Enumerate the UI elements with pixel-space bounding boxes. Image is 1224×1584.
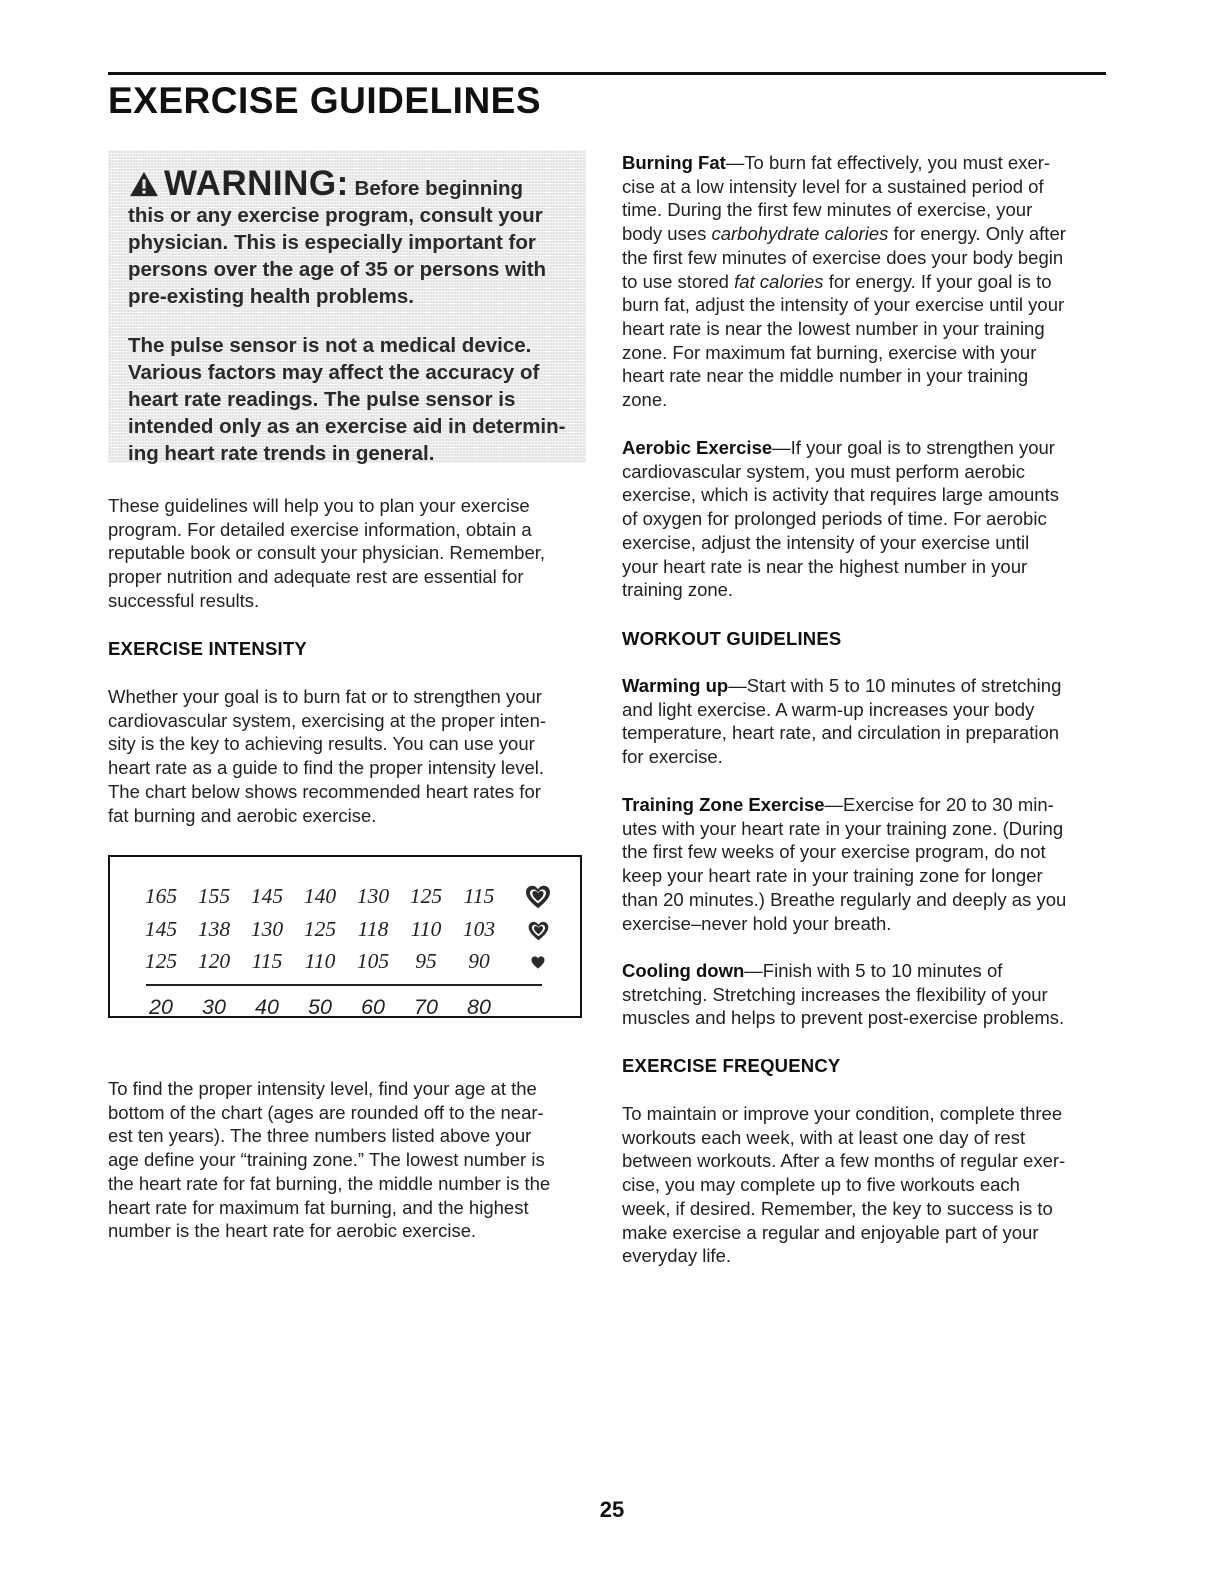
text-line: make exercise a regular and enjoyable part of your <box>622 1221 1039 1243</box>
warning-second-paragraph <box>128 332 566 467</box>
text-fragment: To burn fat effectively, you must exer- <box>744 152 1051 173</box>
em-dash: — <box>744 960 763 981</box>
warming-up-lead: Warming up <box>622 675 729 696</box>
warning-line: heart rate readings. The pulse sensor is <box>128 388 516 411</box>
warning-line: ing heart rate trends in general. <box>128 442 435 465</box>
text-fragment: Start with 5 to 10 minutes of stretching <box>746 675 1062 696</box>
training-zone-lead: Training Zone Exercise <box>622 794 825 815</box>
text-line: cardiovascular system, you must perform aerobic <box>622 460 1026 482</box>
heart-rate-value: 155 <box>197 884 231 908</box>
text-line: the heart rate for fat burning, the middle number is the <box>108 1172 551 1194</box>
heart-rate-value: 120 <box>197 949 231 973</box>
exercise-frequency-heading: EXERCISE FREQUENCY <box>622 1055 841 1076</box>
text-line: sity is the key to achieving results. You can use your <box>108 733 535 755</box>
heart-rate-value: 103 <box>462 917 496 941</box>
warning-heading: WARNING: <box>164 164 349 203</box>
cooling-down-lead: Cooling down <box>622 960 745 981</box>
text-line: Whether your goal is to burn fat or to strengthen your <box>108 686 542 707</box>
text-line: utes with your heart rate in your training zone. (During <box>622 817 1064 839</box>
text-line: fat burning and aerobic exercise. <box>108 804 377 826</box>
text-line: and light exercise. A warm-up increases your body <box>622 698 1035 720</box>
page-number: 25 <box>599 1497 625 1522</box>
em-dash: — <box>725 152 745 173</box>
text-line: week, if desired. Remember, the key to success is to <box>622 1197 1053 1219</box>
age-label: 30 <box>202 995 226 1019</box>
text-line: est ten years). The three numbers listed above your <box>108 1125 532 1147</box>
text-fragment: If your goal is to strengthen your <box>790 437 1055 458</box>
text-line <box>622 436 1106 460</box>
text-line: successful results. <box>108 589 260 611</box>
text-line: training zone. <box>622 579 734 601</box>
warning-line: intended only as an exercise aid in determin- <box>128 415 566 438</box>
heart-rate-value: 130 <box>250 917 284 941</box>
text-line: zone. <box>622 389 668 411</box>
age-label: 80 <box>467 995 491 1019</box>
text-line: heart rate as a guide to find the proper intensity level. <box>108 757 545 779</box>
emphasis-text: fat calories <box>734 270 824 292</box>
text-line: To find the proper intensity level, find your age at the <box>108 1078 537 1099</box>
age-label: 50 <box>308 995 332 1019</box>
text-line: cardiovascular system, exercising at the proper inten- <box>108 709 547 731</box>
text-line: keep your heart rate in your training zone for longer <box>622 865 1043 887</box>
heart-rate-value: 125 <box>303 917 337 941</box>
text-line: bottom of the chart (ages are rounded off to the near- <box>108 1101 544 1123</box>
cooling-down-paragraph <box>622 959 1106 1030</box>
warning-first-paragraph <box>128 164 566 310</box>
text-fragment: for energy. If your goal is to <box>823 270 1052 292</box>
emphasis-text: carbohydrate calories <box>711 223 889 245</box>
text-fragment: Finish with 5 to 10 minutes of <box>762 960 1003 981</box>
large-heart-icon <box>525 885 551 909</box>
heart-rate-value: 145 <box>144 917 178 941</box>
warning-line: Before beginning <box>354 177 524 200</box>
text-line: than 20 minutes.) Breathe regularly and deeply as you <box>622 888 1067 910</box>
text-line: exercise–never hold your breath. <box>622 912 892 934</box>
text-line <box>622 270 1106 294</box>
warning-line: Various factors may affect the accuracy of <box>128 361 540 384</box>
text-line: everyday life. <box>622 1245 731 1267</box>
em-dash: — <box>728 675 747 696</box>
warning-line: pre-existing health problems. <box>128 285 414 308</box>
text-fragment: for energy. Only after <box>888 223 1066 245</box>
text-line: temperature, heart rate, and circulation in preparation <box>622 722 1060 744</box>
text-line: To maintain or improve your condition, complete three <box>622 1103 1063 1124</box>
text-line: exercise, adjust the intensity of your exercise until <box>622 531 1030 553</box>
heart-rate-value: 165 <box>144 884 178 908</box>
text-line: exercise, which is activity that requires large amounts <box>622 484 1059 506</box>
heart-rate-value: 145 <box>250 884 284 908</box>
text-fragment: to use stored <box>622 270 735 292</box>
warning-triangle-icon <box>128 171 160 197</box>
text-fragment: body uses <box>622 223 712 245</box>
warming-up-paragraph <box>622 674 1106 769</box>
heart-rate-value: 130 <box>356 884 390 908</box>
warning-line: The pulse sensor is not a medical device. <box>128 334 532 357</box>
text-line: age define your “training zone.” The lowest number is <box>108 1149 545 1171</box>
text-line: the first few weeks of your exercise program, do not <box>622 841 1046 863</box>
age-label: 60 <box>361 995 385 1019</box>
warning-box <box>108 150 586 463</box>
text-line: cise, you may complete up to five workouts each <box>622 1174 1020 1196</box>
text-line: The chart below shows recommended heart rates for <box>108 780 541 802</box>
burning-fat-paragraph <box>622 151 1106 412</box>
text-line: heart rate near the middle number in your training <box>622 365 1029 387</box>
heart-rate-chart <box>108 855 582 1018</box>
chart-divider <box>146 984 542 986</box>
text-line: for exercise. <box>622 746 723 768</box>
exercise-frequency-paragraph <box>622 1102 1106 1268</box>
workout-guidelines-heading: WORKOUT GUIDELINES <box>622 628 842 649</box>
text-line: the first few minutes of exercise does your body begin <box>622 246 1064 268</box>
heart-rate-value: 125 <box>409 884 443 908</box>
age-label: 20 <box>149 995 173 1019</box>
small-heart-icon <box>531 956 545 969</box>
text-line: reputable book or consult your physician. Remember, <box>108 542 546 564</box>
page-title: EXERCISE GUIDELINES <box>108 80 542 121</box>
text-line: heart rate for maximum fat burning, and the highest <box>108 1196 529 1218</box>
exercise-intensity-paragraph <box>108 685 586 827</box>
text-line <box>622 674 1106 698</box>
heart-rate-value: 110 <box>304 949 336 973</box>
age-label: 70 <box>414 995 438 1019</box>
heart-rate-value: 105 <box>356 949 390 973</box>
text-line: workouts each week, with at least one day of rest <box>622 1126 1026 1148</box>
heart-rate-value: 140 <box>303 884 337 908</box>
text-line <box>622 151 1106 175</box>
aerobic-exercise-lead: Aerobic Exercise <box>622 437 773 458</box>
heart-rate-value: 90 <box>468 949 490 973</box>
text-line: These guidelines will help you to plan your exercise <box>108 495 530 516</box>
em-dash: — <box>824 794 844 815</box>
age-label: 40 <box>255 995 279 1019</box>
title-rule <box>108 72 1106 75</box>
heart-rate-value: 115 <box>463 884 495 908</box>
text-line: between workouts. After a few months of regular exer- <box>622 1150 1066 1172</box>
em-dash: — <box>772 437 791 458</box>
heart-rate-value: 95 <box>415 949 437 973</box>
text-line: heart rate is near the lowest number in your training <box>622 317 1045 339</box>
text-line: time. During the first few minutes of exercise, your <box>622 199 1033 221</box>
text-fragment: Exercise for 20 to 30 min- <box>843 794 1054 815</box>
burning-fat-lead: Burning Fat <box>622 152 726 173</box>
warning-line: physician. This is especially important for <box>128 231 536 254</box>
heart-rate-value: 115 <box>251 949 283 973</box>
text-line: burn fat, adjust the intensity of your exercise until your <box>622 294 1065 316</box>
text-line: zone. For maximum fat burning, exercise with your <box>622 341 1037 363</box>
text-line: stretching. Stretching increases the flexibility of your <box>622 983 1048 1005</box>
text-line: program. For detailed exercise information, obtain a <box>108 518 532 540</box>
aerobic-exercise-paragraph <box>622 436 1106 602</box>
text-line: number is the heart rate for aerobic exercise. <box>108 1220 477 1242</box>
text-line: of oxygen for prolonged periods of time. For aerobic <box>622 508 1047 530</box>
training-zone-paragraph <box>622 793 1106 935</box>
text-line <box>622 959 1106 983</box>
heart-rate-value: 118 <box>357 917 389 941</box>
heart-rate-value: 125 <box>144 949 178 973</box>
warning-line: persons over the age of 35 or persons with <box>128 258 547 281</box>
text-line: proper nutrition and adequate rest are essential for <box>108 566 524 588</box>
intro-paragraph <box>108 494 586 613</box>
heart-rate-value: 138 <box>197 917 231 941</box>
text-line: cise at a low intensity level for a sustained period of <box>622 175 1044 197</box>
warning-first-line <box>128 164 566 203</box>
text-line: muscles and helps to prevent post-exercise problems. <box>622 1007 1065 1029</box>
warning-line: this or any exercise program, consult your <box>128 204 543 227</box>
text-line <box>622 793 1106 817</box>
text-line: your heart rate is near the highest number in your <box>622 555 1028 577</box>
heart-rate-value: 110 <box>410 917 442 941</box>
chart-explanation-paragraph <box>108 1077 586 1243</box>
medium-heart-icon <box>528 921 549 941</box>
text-line <box>622 222 1106 246</box>
exercise-intensity-heading: EXERCISE INTENSITY <box>108 638 307 659</box>
